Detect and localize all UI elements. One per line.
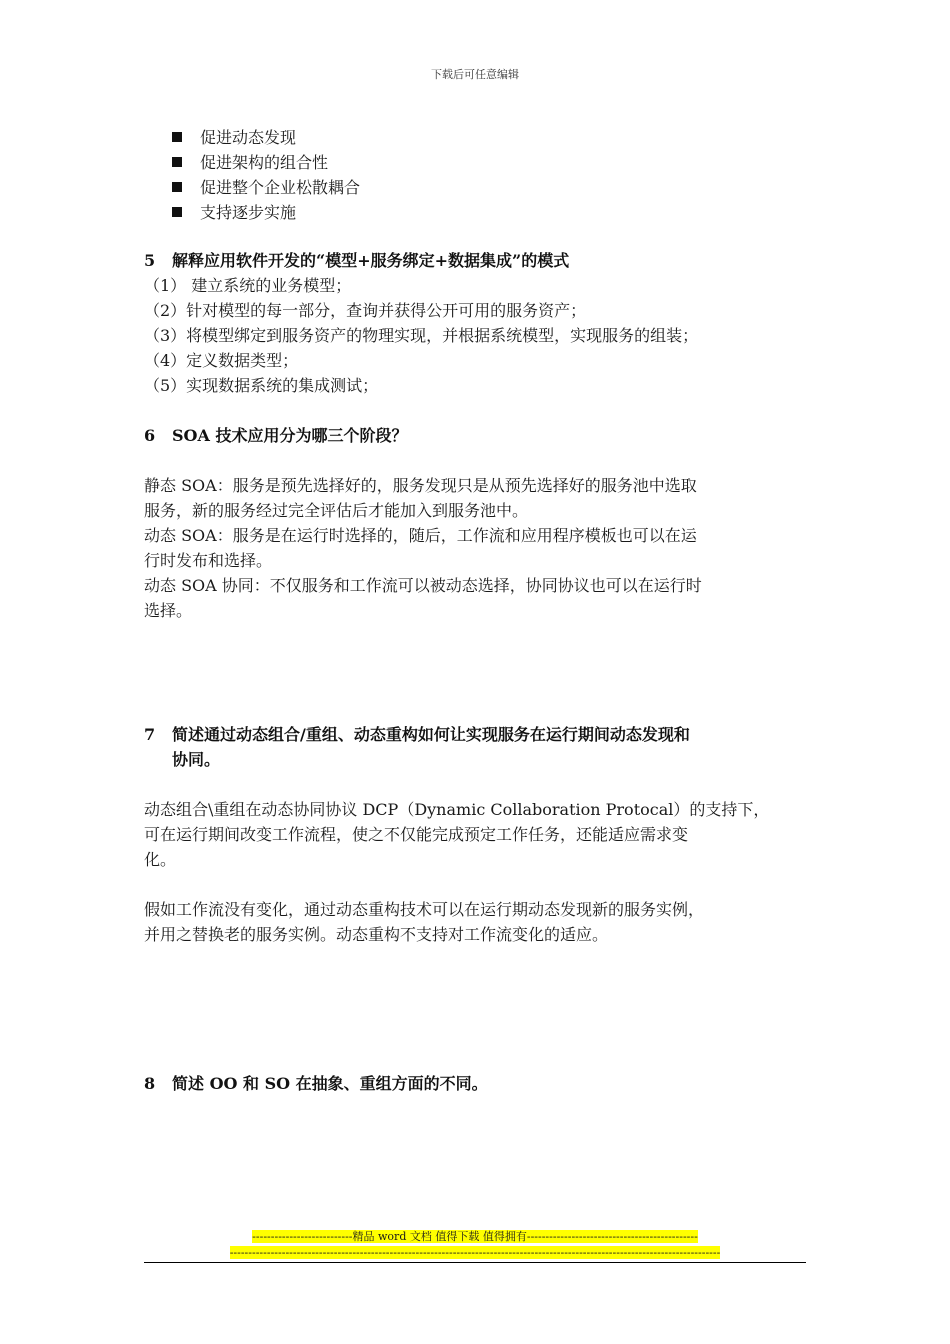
square-bullet-icon <box>172 182 182 192</box>
section-5-heading <box>144 248 569 273</box>
section-5-steps <box>144 273 698 398</box>
step-item: （5）实现数据系统的集成测试； <box>144 376 379 395</box>
section-title: 简述 OO 和 SO 在抽象、重组方面的不同。 <box>172 1074 488 1093</box>
section-7-paragraph-1 <box>144 797 812 872</box>
section-title: 简述通过动态组合/重组、动态重构如何让实现服务在运行期间动态发现和 <box>172 725 690 744</box>
step-item: （4）定义数据类型； <box>144 351 299 370</box>
square-bullet-icon <box>172 207 182 217</box>
section-7-heading <box>144 722 690 772</box>
paragraph-line: 假如工作流没有变化，通过动态重构技术可以在运行期动态发现新的服务实例， <box>144 900 705 919</box>
section-8-heading <box>144 1071 488 1096</box>
section-7-paragraph-2 <box>144 897 812 947</box>
square-bullet-icon <box>172 132 182 142</box>
paragraph-line: 动态 SOA 协同：不仅服务和工作流可以被动态选择，协同协议也可以在运行时 <box>144 576 702 595</box>
paragraph-line: 静态 SOA：服务是预先选择好的，服务发现只是从预先选择好的服务池中选取 <box>144 476 697 495</box>
bullet-item <box>172 175 360 200</box>
paragraph-line: 动态组合\重组在动态协同协议 DCP（Dynamic Collaboration Protocal）的支持下， <box>144 800 770 819</box>
paragraph-line: 可在运行期间改变工作流程，使之不仅能完成预定工作任务，还能适应需求变 <box>144 825 689 844</box>
footer-highlight-text: ------------------------------------------------------------------------------------------------------------------------------------ <box>229 1246 721 1259</box>
section-6-heading <box>144 423 407 448</box>
paragraph-line: 选择。 <box>144 601 193 620</box>
paragraph-line: 服务，新的服务经过完全评估后才能加入到服务池中。 <box>144 501 529 520</box>
bullet-text: 促进动态发现 <box>200 128 297 147</box>
paragraph-line: 行时发布和选择。 <box>144 551 273 570</box>
section-number: 6 <box>144 426 156 445</box>
section-number: 7 <box>144 725 156 744</box>
footer-banner-line-2 <box>0 1245 950 1260</box>
bullet-text: 促进架构的组合性 <box>200 153 329 172</box>
section-title: 解释应用软件开发的“模型+服务绑定+数据集成”的模式 <box>172 251 570 270</box>
footer-divider <box>144 1262 806 1263</box>
section-title-continued: 协同。 <box>172 750 221 769</box>
bullet-item <box>172 125 360 150</box>
bullet-text: 促进整个企业松散耦合 <box>200 178 361 197</box>
square-bullet-icon <box>172 157 182 167</box>
page-header-note: 下载后可任意编辑 <box>431 68 519 81</box>
bullet-item <box>172 150 360 175</box>
feature-bullet-list <box>172 125 360 225</box>
section-title: SOA 技术应用分为哪三个阶段？ <box>172 426 408 445</box>
paragraph-line: 动态 SOA：服务是在运行时选择的，随后，工作流和应用程序模板也可以在运 <box>144 526 697 545</box>
step-item: （3）将模型绑定到服务资产的物理实现，并根据系统模型，实现服务的组装； <box>144 326 699 345</box>
bullet-text: 支持逐步实施 <box>200 203 297 222</box>
paragraph-line: 化。 <box>144 850 177 869</box>
step-item: （1） 建立系统的业务模型； <box>144 276 352 295</box>
step-item: （2）针对模型的每一部分，查询并获得公开可用的服务资产； <box>144 301 587 320</box>
bullet-item <box>172 200 360 225</box>
paragraph-line: 并用之替换老的服务实例。动态重构不支持对工作流变化的适应。 <box>144 925 609 944</box>
section-number: 5 <box>144 251 156 270</box>
section-6-body <box>144 473 812 623</box>
footer-banner-line-1 <box>0 1229 950 1244</box>
footer-highlight-text: ---------------------------精品 word 文档 值得下载 值得拥有---------------------------------------------- <box>252 1230 698 1243</box>
section-number: 8 <box>144 1074 156 1093</box>
